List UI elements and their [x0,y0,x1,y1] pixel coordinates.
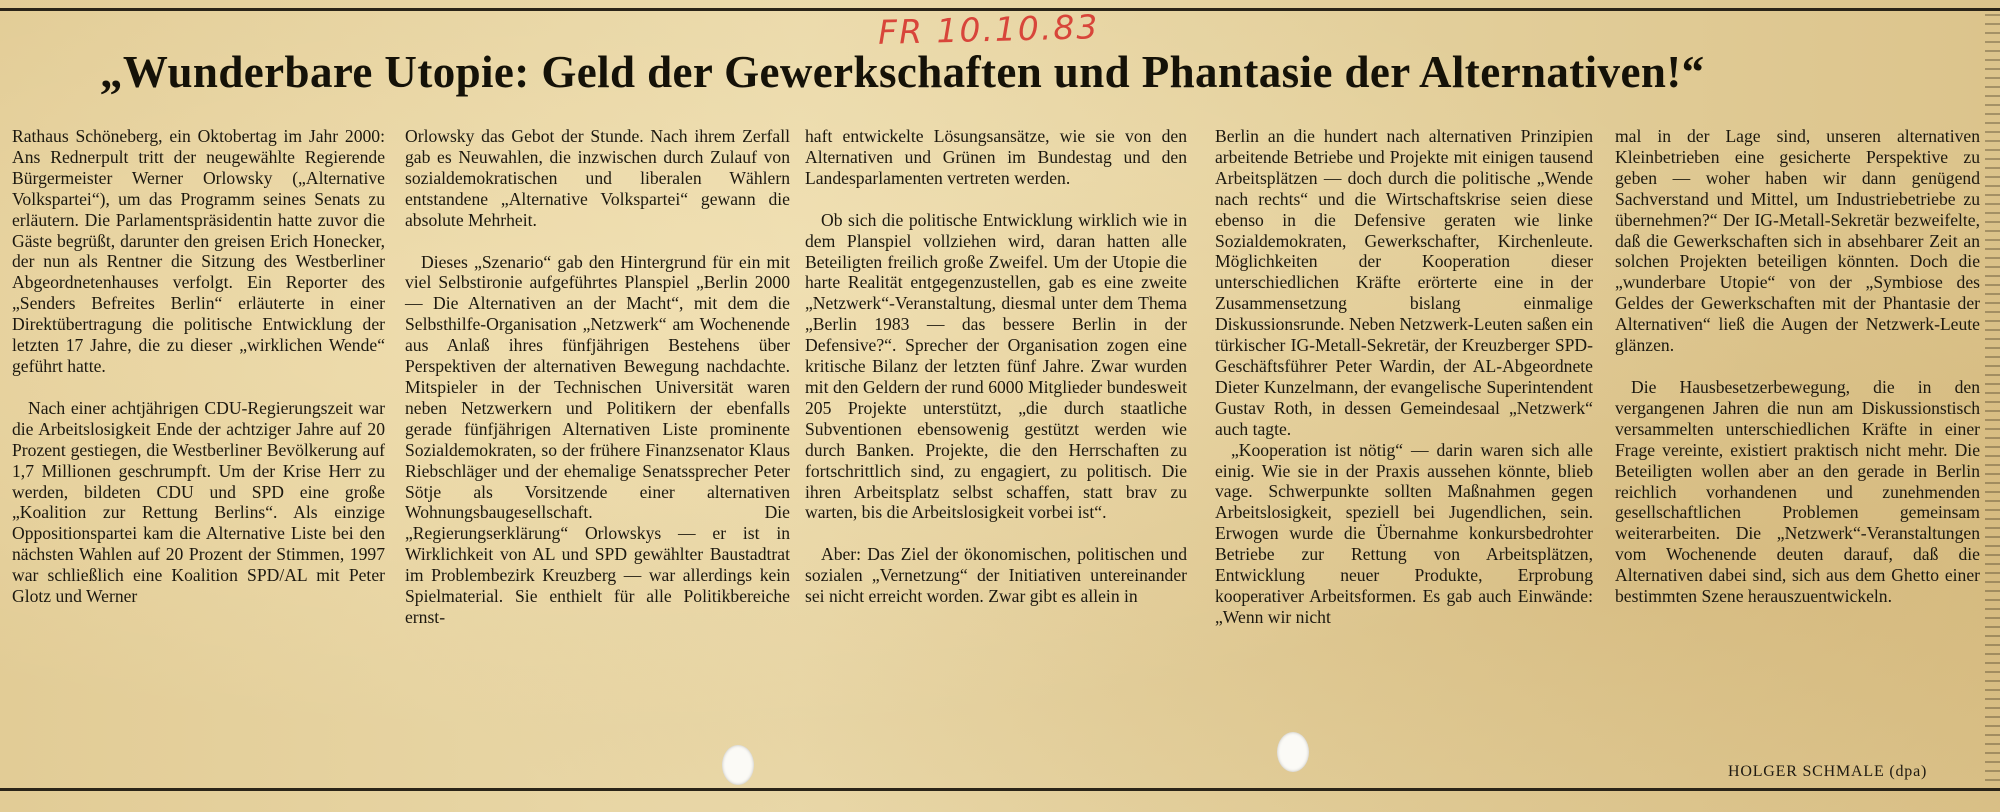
paragraph: Dieses „Szenario“ gab den Hintergrund für ein mit viel Selbstironie aufgeführtes Planspiel „Berlin 2000 — Die Alternativen an der Macht“, mit dem die Selbsthilfe-Organisation „Netzwerk“ am Wochenende aus Anlaß ihres fünfjährigen Bestehens über Perspektiven der alternativen Bewegung nachdachte. Mitspieler in der Technischen Universität waren neben Netzwerkern und Politikern der ebenfalls gerade fünfjährigen Alternativen Liste prominente Sozialdemokraten, so der frühere Finanzsenator Klaus Riebschläger und der ehemalige Senatssprecher Peter Sötje als Vorsitzende einer alternativen Wohnungsbaugesellschaft. Die „Regierungserklärung“ Orlowskys — er ist in Wirklichkeit von AL und SPD gewählter Baustadtrat im Problembezirk Kreuzberg — war allerdings kein Spielmaterial. Sie enthielt für alle Politikbereiche ernst- [405,251,790,627]
author-byline: HOLGER SCHMALE (dpa) [1728,763,1928,780]
paragraph: Orlowsky das Gebot der Stunde. Nach ihrem Zerfall gab es Neuwahlen, die inzwischen durch Zulauf von sozialdemokratischen und liberalen Wählern entstandene „Alternative Volkspartei“ gewann die absolute Mehrheit. [405,126,790,230]
paragraph: Nach einer achtjährigen CDU-Regierungszeit war die Arbeitslosigkeit Ende der achtziger Jahre auf 20 Prozent gestiegen, die Westberliner Bevölkerung auf 1,7 Millionen geschrumpft. Um der Krise Herr zu werden, bildeten CDU und SPD eine große „Koalition zur Rettung Berlins“. Als einzige Oppositionspartei kam die Alternative Liste bei den nächsten Wahlen auf 20 Prozent der Stimmen, 1997 war schließlich eine Koalition SPD/AL mit Peter Glotz und Werner [12,397,385,607]
column-5 [1615,126,1980,607]
paragraph: Aber: Das Ziel der ökonomischen, politischen und sozialen „Vernetzung“ der Initiativen untereinander sei nicht erreicht worden. Zwar gibt es allein in [805,544,1187,607]
punch-hole [722,745,754,785]
handwritten-date-note: FR 10.10.83 [877,7,1100,52]
paragraph: Rathaus Schöneberg, ein Oktobertag im Jahr 2000: Ans Rednerpult tritt der neugewählte Regierende Bürgermeister Werner Orlowsky („Alternative Volkspartei“), um das Programm seines Senats zu erläutern. Die Parlamentspräsidentin hatte zuvor die Gäste begrüßt, darunter den greisen Erich Honecker, der nun als Rentner die Sitzung des Westberliner Abgeordnetenhauses verfolgt. Ein Reporter des „Senders Befreites Berlin“ erläuterte in einer Direktübertragung die politische Entwicklung der letzten 17 Jahre, die zu dieser „wirklichen Wende“ geführt hatte. [12,126,385,376]
punch-hole [1277,732,1309,772]
column-1 [12,126,385,607]
headline: „Wunderbare Utopie: Geld der Gewerkschaften und Phantasie der Alternativen!“ [100,47,1705,97]
paragraph: „Kooperation ist nötig“ — darin waren sich alle einig. Wie sie in der Praxis aussehen könnte, blieb vage. Schwerpunkte sollten Maßnahmen gegen Arbeitslosigkeit, speziell bei Jugendlichen, sein. Erwogen wurde die Übernahme konkursbedrohter Betriebe zur Rettung von Arbeitsplätzen, Entwicklung neuer Produkte, Erprobung kooperativer Arbeitsformen. Es gab auch Einwände: „Wenn wir nicht [1215,439,1593,627]
paragraph: Ob sich die politische Entwicklung wirklich wie in dem Planspiel vollziehen wird, daran hatten alle Beteiligten freilich große Zweifel. Um der Utopie die harte Realität entgegenzustellen, gab es eine zweite „Netzwerk“-Veranstaltung, diesmal unter dem Thema „Berlin 1983 — das bessere Berlin in der Defensive?“. Sprecher der Organisation zogen eine kritische Bilanz der letzten fünf Jahre. Zwar wurden mit den Geldern der rund 6000 Mitglieder bundesweit 205 Projekte unterstützt, „die durch staatliche Subventionen ebensowenig gestützt werden wie durch Banken. Projekte, die den Herrschaften zu fortschrittlich sind, zu engagiert, zu politisch. Die ihren Arbeitsplatz selbst schaffen, statt brav zu warten, bis die Arbeitslosigkeit vorbei ist“. [805,209,1187,523]
paragraph: haft entwickelte Lösungsansätze, wie sie von den Alternativen und Grünen im Bundestag und den Landesparlamenten vertreten werden. [805,126,1187,188]
column-4 [1215,126,1593,628]
paragraph: mal in der Lage sind, unseren alternativen Kleinbetrieben eine gesicherte Perspektive zu geben — woher haben wir dann genügend Sachverstand und Mittel, um Industriebetriebe zu übernehmen?“ Der IG-Metall-Sekretär bezweifelte, daß die Gewerkschaften sich in absehbarer Zeit an solchen Projekten beteiligen könnten. Doch die „wunderbare Utopie“ von der „Symbiose des Geldes der Gewerkschaften mit der Phantasie der Alternativen“ ließ die Augen der Netzwerk-Leute glänzen. [1615,126,1980,356]
column-2 [405,126,790,628]
column-3 [805,126,1187,607]
paragraph: Die Hausbesetzerbewegung, die in den vergangenen Jahren die nun am Diskussionstisch versammelten unterschiedlichen Kräfte in einer Frage vereinte, existiert praktisch nicht mehr. Die Beteiligten wollen aber an den gerade in Berlin reichlich vorhandenen und zunehmenden gesellschaftlichen Problemen gemeinsam weiterarbeiten. Die „Netzwerk“-Veranstaltungen vom Wochenende deuten darauf, daß die Alternativen dabei sind, sich aus dem Ghetto einer bestimmten Szene herauszuentwickeln. [1615,376,1980,607]
bottom-rule [0,788,2000,791]
paragraph: Berlin an die hundert nach alternativen Prinzipien arbeitende Betriebe und Projekte mit einigen tausend Arbeitsplätzen — doch durch die politische „Wende nach rechts“ und die Wirtschaftskrise seien diese ebenso in die Defensive geraten wie linke Sozialdemokraten, Gewerkschafter, Kirchenleute. Möglichkeiten der Kooperation dieser unterschiedlichen Kräfte erörterte eine in der Zusammensetzung bislang einmalige Diskussionsrunde. Neben Netzwerk-Leuten saßen ein türkischer IG-Metall-Sekretär, der Kreuzberger SPD-Geschäftsführer Peter Wardin, der AL-Abgeordnete Dieter Kunzelmann, der evangelische Superintendent Gustav Roth, in dessen Gemeindesaal „Netzwerk“ auch tagte. [1215,126,1593,439]
adjacent-article-edge [1985,14,2000,784]
